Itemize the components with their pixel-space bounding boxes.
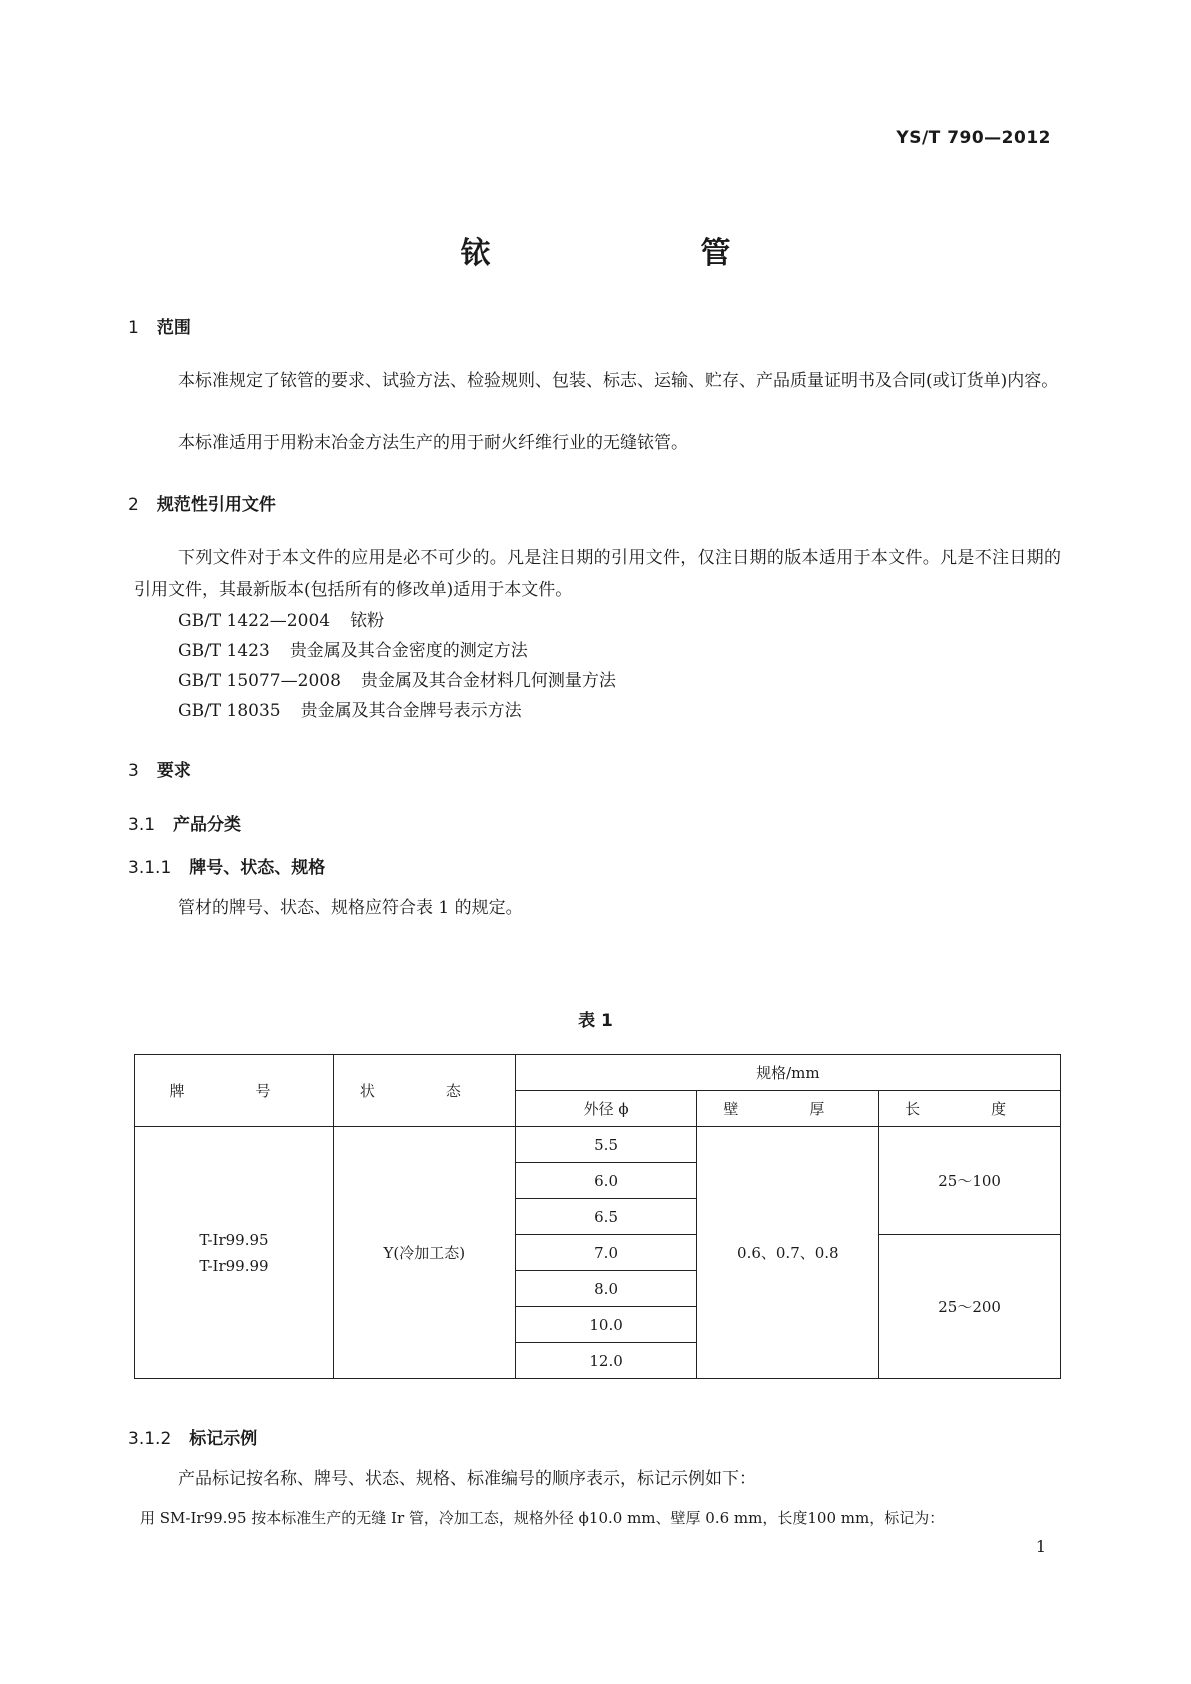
reference-title: 贵金属及其合金材料几何测量方法 bbox=[360, 671, 616, 691]
header-outer-diameter: 外径 ϕ bbox=[515, 1091, 697, 1127]
marking-example-note: 用 SM-Ir99.95 按本标准生产的无缝 Ir 管，冷加工态，规格外径 ϕ10.0 mm、壁厚 0.6 mm，长度100 mm，标记为： bbox=[140, 1509, 945, 1527]
od-cell: 6.0 bbox=[515, 1163, 697, 1199]
reference-title: 贵金属及其合金密度的测定方法 bbox=[289, 641, 528, 661]
reference-item bbox=[178, 606, 384, 631]
section-2-heading bbox=[128, 490, 276, 515]
wall-thickness-cell: 0.6、0.7、0.8 bbox=[697, 1127, 879, 1379]
od-cell: 5.5 bbox=[515, 1127, 697, 1163]
section-3-1-heading bbox=[128, 810, 241, 835]
section-3-1-2-paragraph: 产品标记按名称、牌号、状态、规格、标准编号的顺序表示，标记示例如下： bbox=[178, 1469, 756, 1489]
section-1-paragraph-2: 本标准适用于用粉末冶金方法生产的用于耐火纤维行业的无缝铱管。 bbox=[178, 433, 688, 453]
reference-code: GB/T 1422—2004 bbox=[178, 611, 331, 631]
header-wall-thickness: 壁 厚 bbox=[697, 1091, 879, 1127]
section-number: 3.1.1 bbox=[128, 858, 172, 878]
header-grade: 牌 号 bbox=[135, 1055, 334, 1127]
section-1-heading bbox=[128, 313, 191, 338]
section-3-1-1-paragraph: 管材的牌号、状态、规格应符合表 1 的规定。 bbox=[178, 898, 523, 918]
section-title: 牌号、状态、规格 bbox=[189, 858, 326, 878]
document-title: 铱 管 bbox=[460, 236, 821, 271]
spec-table bbox=[134, 1054, 1061, 1379]
section-title: 规范性引用文件 bbox=[156, 495, 276, 515]
section-1-paragraph-1: 本标准规定了铱管的要求、试验方法、检验规则、包装、标志、运输、贮存、产品质量证明书及合同(或订货单)内容。 bbox=[178, 371, 1059, 391]
od-cell: 7.0 bbox=[515, 1235, 697, 1271]
length-cell: 25～100 bbox=[879, 1127, 1061, 1235]
od-cell: 12.0 bbox=[515, 1343, 697, 1379]
standard-code: YS/T 790—2012 bbox=[896, 128, 1051, 148]
section-number: 3.1.2 bbox=[128, 1429, 172, 1449]
reference-title: 贵金属及其合金牌号表示方法 bbox=[300, 701, 522, 721]
section-title: 要求 bbox=[156, 761, 191, 781]
section-number: 2 bbox=[128, 495, 139, 515]
grade-cell bbox=[135, 1127, 334, 1379]
grade-value: T-Ir99.99 bbox=[199, 1256, 269, 1275]
length-cell: 25～200 bbox=[879, 1235, 1061, 1379]
section-title: 产品分类 bbox=[173, 815, 242, 835]
reference-item bbox=[178, 696, 522, 721]
reference-code: GB/T 1423 bbox=[178, 641, 270, 661]
section-2-paragraph-1: 下列文件对于本文件的应用是必不可少的。凡是注日期的引用文件，仅注日期的版本适用于本文件。凡是不注日期的引用文件，其最新版本(包括所有的修改单)适用于本文件。 bbox=[134, 548, 1061, 600]
od-cell: 6.5 bbox=[515, 1199, 697, 1235]
section-title: 范围 bbox=[156, 318, 191, 338]
section-3-1-1-heading bbox=[128, 853, 325, 878]
section-number: 3 bbox=[128, 761, 139, 781]
section-number: 1 bbox=[128, 318, 139, 338]
grade-value: T-Ir99.95 bbox=[199, 1230, 269, 1249]
od-cell: 10.0 bbox=[515, 1307, 697, 1343]
header-length: 长 度 bbox=[879, 1091, 1061, 1127]
reference-item bbox=[178, 666, 616, 691]
section-3-1-2-heading bbox=[128, 1424, 257, 1449]
section-3-heading bbox=[128, 756, 191, 781]
header-spec: 规格/mm bbox=[515, 1055, 1060, 1091]
table-row bbox=[135, 1127, 1061, 1163]
table-caption: 表 1 bbox=[578, 1011, 613, 1031]
reference-code: GB/T 15077—2008 bbox=[178, 671, 341, 691]
header-state: 状 态 bbox=[333, 1055, 515, 1127]
reference-title: 铱粉 bbox=[350, 611, 385, 631]
reference-item bbox=[178, 636, 528, 661]
page-number: 1 bbox=[1035, 1537, 1046, 1556]
state-cell: Y(冷加工态) bbox=[333, 1127, 515, 1379]
section-title: 标记示例 bbox=[189, 1429, 258, 1449]
section-number: 3.1 bbox=[128, 815, 156, 835]
reference-code: GB/T 18035 bbox=[178, 701, 281, 721]
od-cell: 8.0 bbox=[515, 1271, 697, 1307]
